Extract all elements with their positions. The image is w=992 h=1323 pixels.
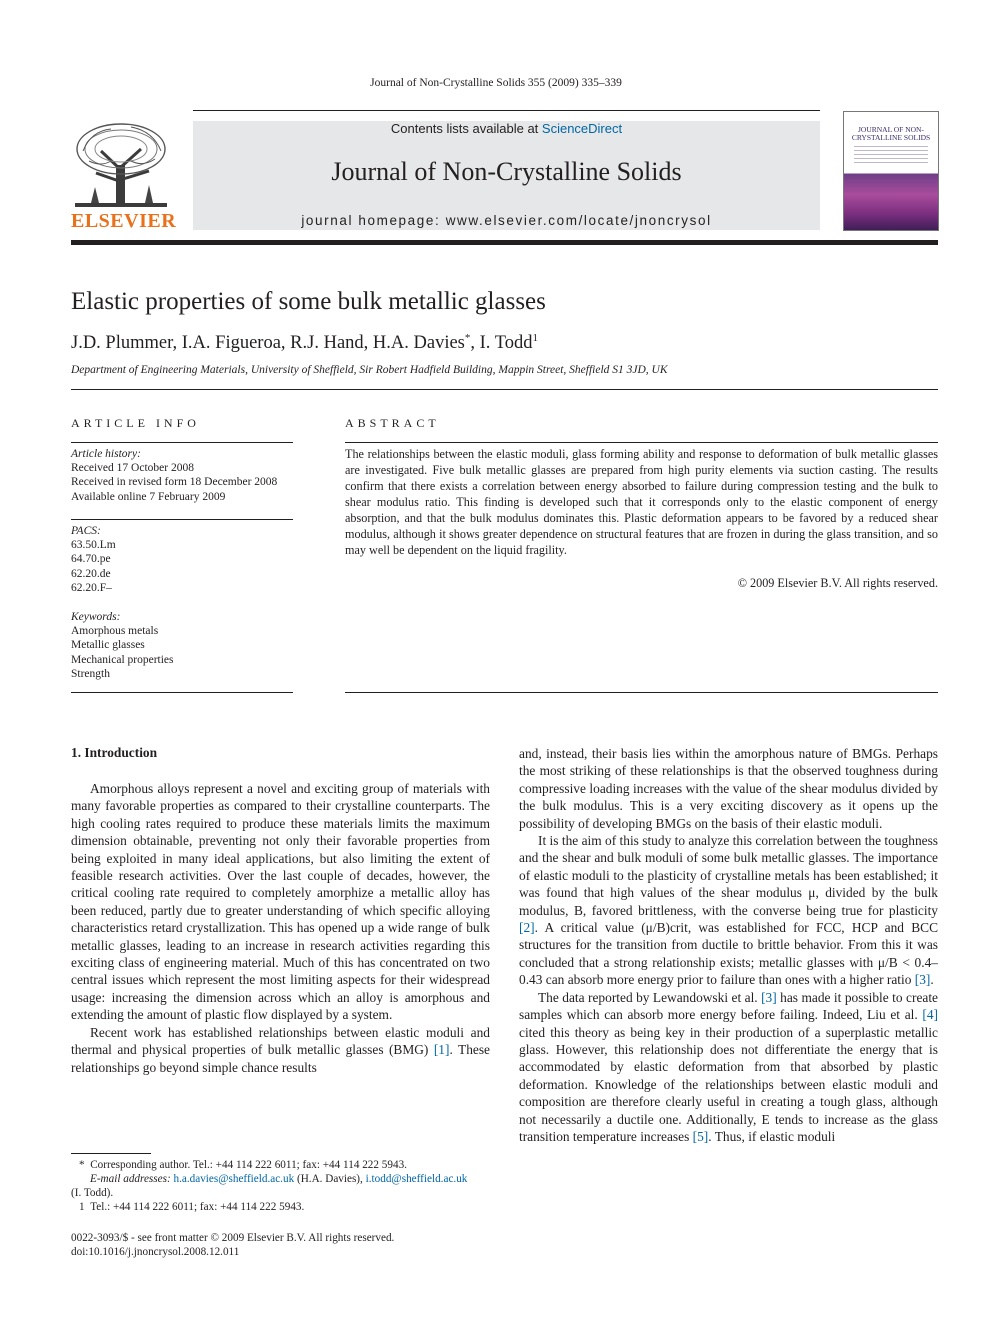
- email-label: E-mail addresses:: [90, 1173, 174, 1185]
- reference-link[interactable]: [2]: [519, 920, 535, 936]
- footnote-text: Tel.: +44 114 222 6011; fax: +44 114 222 5943.: [90, 1201, 305, 1213]
- title-rule: [71, 389, 938, 390]
- article-history: [71, 447, 293, 504]
- paragraph: [71, 1024, 490, 1076]
- footnote-mark: 1: [79, 1201, 85, 1213]
- abstract-rule-bottom: [345, 692, 938, 693]
- elsevier-logo: [71, 121, 177, 233]
- pacs-code: 62.20.F–: [71, 581, 112, 594]
- contents-line: [193, 121, 820, 136]
- abstract-rule-top: [345, 442, 938, 443]
- history-revised: Received in revised form 18 December 2008: [71, 476, 278, 489]
- masthead-panel: [193, 121, 820, 230]
- pacs-code: 62.20.de: [71, 567, 111, 580]
- email-link[interactable]: i.todd@sheffield.ac.uk: [365, 1173, 468, 1185]
- keywords-list: [71, 610, 293, 681]
- history-received: Received 17 October 2008: [71, 462, 194, 475]
- keyword: Strength: [71, 667, 110, 680]
- journal-citation: Journal of Non-Crystalline Solids 355 (2009) 335–339: [370, 77, 622, 89]
- authors: J.D. Plummer, I.A. Figueroa, R.J. Hand, H.A. Davies: [71, 333, 465, 354]
- text-run: It is the aim of this study to analyze this correlation between the toughness and the shear and bulk moduli of some bulk metallic glasses. The importance of elastic moduli to the plasticity of crystalline metals has been established; it was found that high values of the shear modulus μ, divided by the bulk modulus, B, favored brittleness, with the converse being true for plasticity: [519, 833, 938, 918]
- text-run: . Thus, if elastic moduli: [708, 1128, 836, 1144]
- text-run: . A critical value (μ/B)crit, was established for FCC, HCP and BCC structures for the transition from ductile to brittle behavior. From this it was concluded that a strong relationship exists; metallic glasses with μ/B < 0.4–0.43 can absorb more energy prior to failure than ones with a higher ratio: [519, 920, 938, 988]
- sciencedirect-link[interactable]: ScienceDirect: [541, 121, 623, 136]
- paragraph: [519, 989, 938, 1146]
- journal-name: Journal of Non-Crystalline Solids: [331, 157, 682, 186]
- reference-link[interactable]: [4]: [922, 1007, 938, 1023]
- corresponding-mark[interactable]: *: [464, 332, 471, 344]
- text-run: cited this theory as being key in their production of a superplastic metallic glass. However, this relationship does not differentiate the energy that is accommodated by elastic deformation from that absorbed by plastic deformation. Knowledge of the relationships between elastic moduli and composition are therefore clearly useful in creating a tough glass, although not necessarily a ductile one. Additionally, E tends to increase as the glass transition temperature increases: [519, 1024, 938, 1144]
- footnote-mark[interactable]: 1: [532, 332, 538, 344]
- corresponding-footnote: [71, 1158, 490, 1172]
- keywords-label: Keywords:: [71, 611, 121, 623]
- reference-link[interactable]: [3]: [914, 972, 931, 988]
- keyword: Metallic glasses: [71, 639, 145, 652]
- front-matter: [71, 1231, 490, 1259]
- info-rule-2: [71, 519, 293, 520]
- email-owner: (I. Todd).: [71, 1187, 114, 1199]
- reference-link[interactable]: [1]: [433, 1042, 450, 1058]
- text-run: Recent work has established relationships between elastic moduli and thermal and physical properties of bulk metallic glasses (BMG): [71, 1024, 490, 1058]
- email-link[interactable]: h.a.davies@sheffield.ac.uk: [173, 1173, 295, 1185]
- footnotes: [71, 1158, 490, 1214]
- section-heading-introduction: 1. Introduction: [71, 745, 158, 760]
- author-list: [71, 332, 538, 354]
- history-label: Article history:: [71, 448, 141, 460]
- keyword: Mechanical properties: [71, 653, 174, 666]
- pacs-label: PACS:: [71, 525, 101, 537]
- email-footnote: [71, 1172, 490, 1186]
- article-title: Elastic properties of some bulk metallic glasses: [71, 288, 546, 315]
- footnote-text: Corresponding author. Tel.: +44 114 222 6011; fax: +44 114 222 5943.: [90, 1159, 407, 1171]
- last-author: , I. Todd: [470, 333, 533, 354]
- cover-title: JOURNAL OF NON-CRYSTALLINE SOLIDS: [851, 125, 931, 142]
- elsevier-wordmark: ELSEVIER: [71, 210, 177, 232]
- article-info-heading: ARTICLE INFO: [71, 416, 200, 430]
- reference-link[interactable]: [5]: [692, 1128, 709, 1144]
- affiliation: Department of Engineering Materials, University of Sheffield, Sir Robert Hadfield Building, Mappin Street, Sheffield S1 3JD, UK: [71, 364, 668, 376]
- body-column-right: [519, 745, 938, 1145]
- tree-icon: [71, 121, 171, 213]
- info-rule-1: [71, 442, 293, 443]
- masthead-bar: [71, 240, 938, 245]
- body-column-left: [71, 780, 490, 1076]
- history-online: Available online 7 February 2009: [71, 490, 226, 503]
- journal-cover: [843, 111, 939, 231]
- info-rule-3: [71, 692, 293, 693]
- footnote-rule: [71, 1153, 151, 1154]
- contents-prefix: Contents lists available at: [390, 121, 542, 136]
- abstract-copyright: © 2009 Elsevier B.V. All rights reserved.: [737, 576, 938, 590]
- cover-lines: [854, 146, 928, 164]
- abstract-text: The relationships between the elastic moduli, glass forming ability and response to deformation of bulk metallic glasses are investigated. Five bulk metallic glasses are prepared from high purity elements via suction casting. The results confirm that there exists a correlation between energy absorbed to failure during compression testing and the bulk to shear modulus ratio. This finding is developed such that it corresponds only to the elastic component of energy absorption, and that the bulk modulus dominates this. Plastic deformation appears to be favored by a reduced shear modulus, although it shows greater dependence on structural features that are frozen in during the glass transition, and so may well be dependent on the liquid fragility.: [345, 447, 938, 557]
- pacs-code: 63.50.Lm: [71, 539, 116, 552]
- text-run: has made it possible to create samples which can absorb more energy before failing. Indeed, Liu et al.: [519, 989, 938, 1023]
- paragraph: Amorphous alloys represent a novel and exciting group of materials with many favorable properties as compared to their crystalline counterparts. The high cooling rates required to produce these materials limits the maximum dimension obtainable, preventing not only their favorable properties from being exploited in many ideal applications, but also limiting the extent of feasible research activities. Over the last couple of decades, however, the critical cooling rate required to completely amorphize a metallic alloy has been reduced, partly due to greater understanding of which specific alloying characteristics retard crystallization. This has opened up a wide range of bulk metallic glasses, leading to an increase in research activities regarding this exciting class of engineering material. Much of this has concentrated on two central issues which represent the most limiting aspects for their widespread usage: increasing the dimension across which an alloy is amorphous and extending the amount of plastic flow displayed by a system.: [71, 781, 490, 1023]
- journal-homepage[interactable]: journal homepage: www.elsevier.com/locate/jnoncrysol: [301, 213, 712, 228]
- text-run: The data reported by Lewandowski et al.: [538, 989, 762, 1005]
- footnote-mark: *: [79, 1159, 85, 1171]
- reference-link[interactable]: [3]: [761, 989, 777, 1005]
- paragraph: and, instead, their basis lies within the amorphous nature of BMGs. Perhaps the most striking of these relationships is that the observed toughness during compressive loading increases with the value of the shear modulus divided by the bulk modulus. This is a very exciting discovery as it opens up the possibility of developing BMGs on the basis of their elastic moduli.: [519, 746, 938, 831]
- issn-line: 0022-3093/$ - see front matter © 2009 Elsevier B.V. All rights reserved.: [71, 1232, 395, 1244]
- author-footnote: [71, 1200, 490, 1214]
- keyword: Amorphous metals: [71, 625, 159, 638]
- doi-line[interactable]: doi:10.1016/j.jnoncrysol.2008.12.011: [71, 1246, 240, 1258]
- text-run: (H.A. Davies),: [294, 1173, 366, 1185]
- paragraph: [519, 832, 938, 989]
- pacs-list: [71, 524, 293, 595]
- text-run: . These relationships go beyond simple chance results: [71, 1042, 490, 1075]
- abstract-heading: ABSTRACT: [345, 416, 440, 430]
- pacs-code: 64.70.pe: [71, 553, 111, 566]
- text-run: .: [930, 972, 934, 988]
- header-rule: [193, 110, 820, 111]
